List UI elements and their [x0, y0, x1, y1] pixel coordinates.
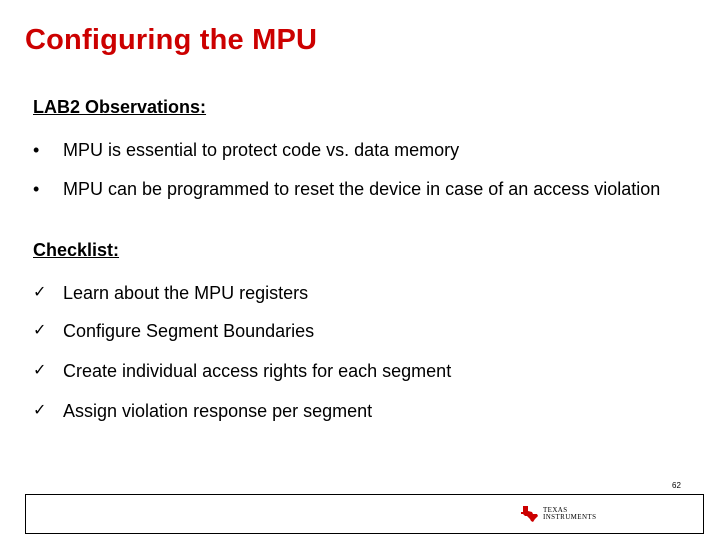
ti-logo — [520, 504, 596, 524]
checklist-item — [33, 400, 372, 422]
checklist-text: Learn about the MPU registers — [63, 283, 309, 303]
logo-wordmark — [543, 507, 596, 522]
checklist-item — [33, 360, 451, 382]
observation-text: MPU is essential to protect code vs. data memory — [63, 140, 460, 160]
texas-state-icon — [520, 504, 540, 524]
logo-line2: INSTRUMENTS — [543, 513, 597, 521]
slide-title: Configuring the MPU — [25, 24, 318, 56]
logo-line1: TEXAS — [543, 505, 568, 514]
checklist-item — [33, 282, 308, 304]
footer-bar — [25, 494, 704, 534]
checklist-text: Assign violation response per segment — [63, 401, 373, 421]
bullet-icon: • — [33, 179, 40, 199]
checklist-heading: Checklist: — [33, 240, 120, 260]
observation-text: MPU can be programmed to reset the device in case of an access violation — [63, 179, 661, 199]
checkmark-icon: ✓ — [33, 402, 47, 419]
checkmark-icon: ✓ — [33, 322, 47, 339]
bullet-icon: • — [33, 140, 40, 160]
checklist-text: Configure Segment Boundaries — [63, 321, 315, 341]
observation-item — [33, 138, 673, 162]
checklist-text: Create individual access rights for each segment — [63, 361, 452, 381]
observations-heading: LAB2 Observations: — [33, 97, 207, 117]
checkmark-icon: ✓ — [33, 362, 47, 379]
page-number: 62 — [672, 481, 681, 490]
checklist-item — [33, 320, 314, 342]
checkmark-icon: ✓ — [33, 284, 47, 301]
observation-item — [33, 177, 673, 201]
